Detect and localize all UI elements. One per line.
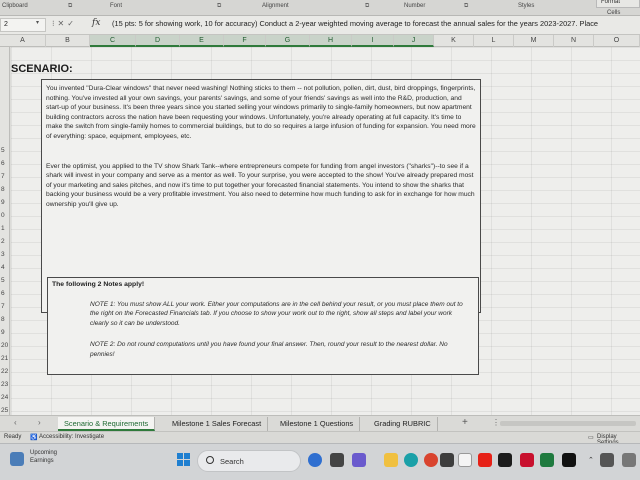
formula-input[interactable]: (15 pts: 5 for showing work, 10 for accuracy) Conduct a 2-year weighted moving average to forecast the annual sales for the years 2023-2027. Place <box>112 19 598 28</box>
row-header[interactable]: 24 <box>1 394 9 401</box>
tab-milestone-1-questions[interactable]: Milestone 1 Questions <box>274 417 360 431</box>
column-header-l[interactable]: L <box>474 35 514 47</box>
column-header-j[interactable]: J <box>394 35 434 47</box>
column-headers <box>0 35 640 47</box>
taskbar-search[interactable] <box>197 450 301 472</box>
tab-scenario-requirements[interactable]: Scenario & Requirements <box>58 417 155 431</box>
status-ready: Ready <box>4 434 22 440</box>
horizontal-scrollbar[interactable] <box>500 421 636 426</box>
display-settings-icon: ▭ <box>588 435 594 441</box>
column-header-d[interactable]: D <box>136 35 180 47</box>
search-label: Search <box>220 457 244 466</box>
tray-app-icon[interactable] <box>622 453 636 467</box>
enter-check-icon[interactable]: ✓ <box>67 19 77 28</box>
row-header[interactable]: 5 <box>1 147 5 154</box>
search-icon <box>206 456 214 464</box>
row-header[interactable]: 8 <box>1 316 5 323</box>
widget-line-1: Upcoming <box>30 450 58 456</box>
row-header[interactable]: 25 <box>1 407 9 414</box>
worksheet[interactable] <box>11 47 640 415</box>
tab-prev-icon[interactable]: ‹ <box>14 418 17 427</box>
row-header[interactable]: 21 <box>1 355 9 362</box>
note-2: NOTE 2: Do not round computations until you have found your final answer. Then, round your result to the nearest dollar. No pennies! <box>90 341 448 358</box>
ribbon-group-alignment[interactable]: Alignment <box>262 3 289 9</box>
column-header-b[interactable]: B <box>46 35 90 47</box>
youtube-icon[interactable] <box>478 453 492 467</box>
accessibility-status[interactable]: Accessibility: Investigate <box>39 434 105 440</box>
tab-next-icon[interactable]: › <box>38 418 41 427</box>
task-view-icon[interactable] <box>330 453 344 467</box>
taskbar <box>0 443 640 480</box>
sheet-tab-bar <box>0 415 640 431</box>
row-header[interactable]: 9 <box>1 199 5 206</box>
windows-start-icon[interactable] <box>177 453 191 467</box>
file-explorer-icon[interactable] <box>384 453 398 467</box>
row-header[interactable]: 7 <box>1 173 5 180</box>
row-header[interactable]: 7 <box>1 303 5 310</box>
bing-icon[interactable] <box>308 453 322 467</box>
row-header[interactable]: 22 <box>1 368 9 375</box>
row-header[interactable]: 20 <box>1 342 9 349</box>
accessibility-icon: ♿ <box>30 435 38 441</box>
row-header[interactable]: 6 <box>1 160 5 167</box>
formula-controls <box>52 19 77 28</box>
chevron-up-icon[interactable]: ⌃ <box>588 457 594 464</box>
column-header-f[interactable]: F <box>224 35 266 47</box>
column-header-g[interactable]: G <box>266 35 310 47</box>
espn-icon[interactable] <box>520 453 534 467</box>
notes-textbox[interactable] <box>47 277 479 375</box>
netflix-icon[interactable] <box>562 453 576 467</box>
column-header-i[interactable]: I <box>352 35 394 47</box>
number-launcher-icon[interactable]: ⧉ <box>464 3 469 9</box>
tab-milestone-1-sales-forecast[interactable]: Milestone 1 Sales Forecast <box>166 417 268 431</box>
excel-icon[interactable] <box>540 453 554 467</box>
row-header[interactable]: 3 <box>1 251 5 258</box>
ribbon-group-styles[interactable]: Styles <box>518 3 535 9</box>
more-icon[interactable]: ⁝ <box>52 19 58 28</box>
cancel-icon[interactable]: ✕ <box>57 19 68 28</box>
row-header[interactable]: 8 <box>1 186 5 193</box>
column-header-c[interactable]: C <box>90 35 136 47</box>
note-1: NOTE 1: You must show ALL your work. Either your computations are in the cell behind your result, or you must place them out to the right on the Forecasted Financials tab. If you choose to show your work out to the right, show all steps and label your work clearly so it can be understood. <box>90 301 463 327</box>
row-header[interactable]: 2 <box>1 238 5 245</box>
notes-title: The following 2 Notes apply! <box>52 281 145 288</box>
font-launcher-icon[interactable]: ⧉ <box>217 3 222 9</box>
chat-icon[interactable] <box>352 453 366 467</box>
insert-function-icon[interactable]: fx <box>92 18 101 28</box>
tray-app-icon[interactable] <box>600 453 614 467</box>
chrome-icon[interactable] <box>424 453 438 467</box>
ribbon <box>0 0 640 16</box>
column-header-k[interactable]: K <box>434 35 474 47</box>
amazon-icon[interactable] <box>458 453 472 467</box>
ribbon-group-clipboard[interactable]: Clipboard <box>2 3 28 9</box>
row-header[interactable]: 23 <box>1 381 9 388</box>
row-header[interactable]: 5 <box>1 277 5 284</box>
clipboard-launcher-icon[interactable]: ⧉ <box>68 3 73 9</box>
row-header[interactable]: 1 <box>1 225 5 232</box>
row-headers <box>0 47 10 415</box>
column-header-n[interactable]: N <box>554 35 594 47</box>
row-header[interactable]: 4 <box>1 264 5 271</box>
earnings-widget[interactable] <box>30 449 90 465</box>
column-header-h[interactable]: H <box>310 35 352 47</box>
column-header-a[interactable]: A <box>0 35 46 47</box>
formula-bar <box>0 16 640 35</box>
column-header-m[interactable]: M <box>514 35 554 47</box>
ribbon-group-font[interactable]: Font <box>110 3 123 9</box>
ribbon-group-cells[interactable]: Cells <box>607 10 621 16</box>
row-header[interactable]: 6 <box>1 290 5 297</box>
edge-icon[interactable] <box>404 453 418 467</box>
scenario-paragraph-1: You invented "Dura-Clear windows" that never need washing! Nothing sticks to them -- not pollution, pollen, dirt, dust, bird droppings, fingerprints, nothing. You've invested all your own savings, your parents' savings, and some of your friends' savings as well into the R&D, production, and start-up of your business. It's been three years since you started selling your windows primarily to single-family homeowners, but now apartment building contractors across the nation have been requesting your windows. Unfortunately, you're already operating at full capacity. It's time to make the switch from single-family homes to commercial buildings, but to do so requires a large infusion of funding for expansion. You need more of everything: space, equipment, employees, etc. <box>46 85 476 140</box>
widget-line-2: Earnings <box>30 458 54 464</box>
store-icon[interactable] <box>440 453 454 467</box>
row-header[interactable]: 9 <box>1 329 5 336</box>
alignment-launcher-icon[interactable]: ⧉ <box>365 3 370 9</box>
more-options-icon[interactable]: ⋮ <box>492 418 500 427</box>
name-box[interactable]: 2 <box>0 18 46 32</box>
column-header-e[interactable]: E <box>180 35 224 47</box>
tab-grading-rubric[interactable]: Grading RUBRIC <box>368 417 438 431</box>
earnings-widget-icon[interactable] <box>10 452 24 466</box>
scenario-title[interactable]: SCENARIO: <box>11 63 73 75</box>
row-header[interactable]: 0 <box>1 212 5 219</box>
column-header-o[interactable]: O <box>594 35 640 47</box>
chevron-down-icon[interactable]: ▾ <box>36 20 40 26</box>
display-settings-button[interactable]: Display <box>597 434 617 440</box>
ribbon-group-number[interactable]: Number <box>404 3 426 9</box>
hulu-icon[interactable] <box>498 453 512 467</box>
add-sheet-button[interactable]: + <box>462 417 468 428</box>
status-bar <box>0 431 640 443</box>
format-button[interactable]: Format <box>596 0 640 8</box>
scenario-paragraph-2: Ever the optimist, you applied to the TV show Shark Tank--where entrepreneurs compete for funding from angel investors ("sharks")--to see if a shark will invest in your company and serve as a mentor as well. To your surprise, you were accepted to the show! You've already prepared most of your marketing and sales pitches, and now it's time to put together your forecasted financial statements. You intend to show the sharks that backing your business would be a very profitable investment. You also need to determine how much funding to ask for in exchange for how much ownership you'll give up. <box>46 162 475 208</box>
